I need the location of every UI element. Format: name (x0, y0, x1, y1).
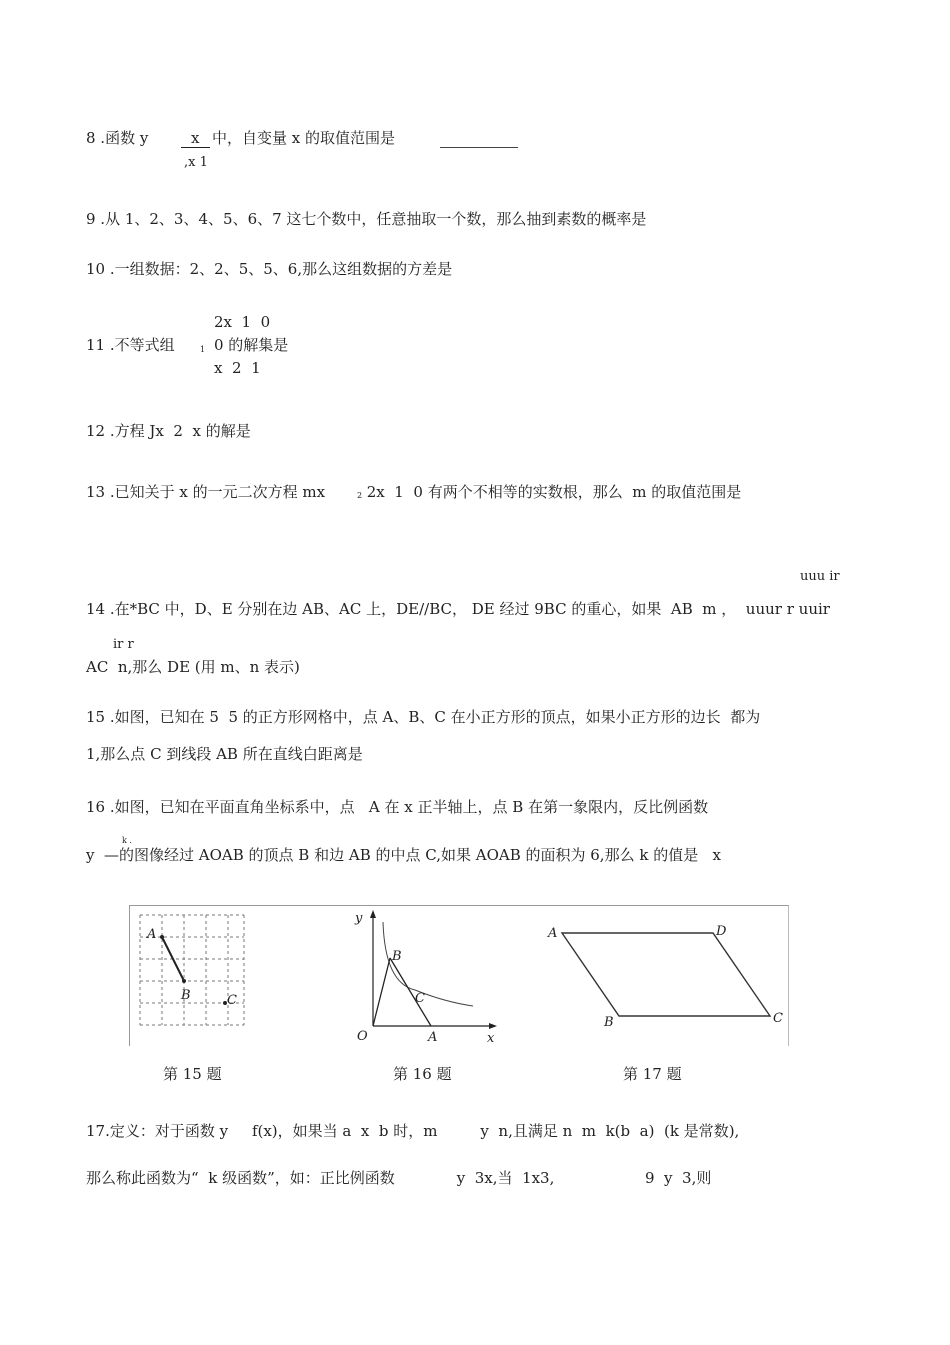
q14-text-line2: AC n,那么 DE (用 m、n 表示) (86, 658, 300, 676)
fig15-label-c: C (227, 993, 237, 1008)
fig17-shape (562, 933, 770, 1016)
q15-text-line1: 15 .如图，已知在 5 5 的正方形网格中，点 A、B、C 在小正方形的顶点，如果小正方形的边长 都为 (86, 708, 761, 726)
fig16-label-a: A (428, 1030, 438, 1045)
fig16-hyperbola (383, 922, 473, 1006)
q9-text: 9 .从 1、2、3、4、5、6、7 这七个数中，任意抽取一个数，那么抽到素数的概率是 (86, 210, 647, 228)
q8-prefix: 8 .函数 y (86, 129, 149, 147)
fig16-label-o: O (357, 1029, 368, 1044)
q13-text-suffix: 2x 1 0 有两个不相等的实数根，那么 m 的取值范围是 (362, 483, 742, 501)
q8-question-text: 中，自变量 x 的取值范围是 (212, 129, 395, 147)
q8-fraction-bar (181, 147, 210, 148)
q12-text: 12 .方程 Jx 2 x 的解是 (86, 422, 251, 440)
fig15-label-b: B (181, 988, 191, 1003)
q8-answer-blank (440, 147, 518, 148)
q14-vector-marks-top: uuu ir (800, 569, 840, 584)
q11-prefix: 11 .不等式组 (86, 336, 175, 354)
q11-brace-mark: 1 (200, 345, 206, 354)
q15-text-line2: 1,那么点 C 到线段 AB 所在直线白距离是 (86, 745, 363, 763)
fig17-label-b: B (604, 1015, 614, 1030)
q8-fraction-denominator: ,x 1 (184, 155, 208, 170)
q11-question-text: 0 的解集是 (214, 336, 289, 354)
q17-text-line2: 那么称此函数为“ k 级函数”，如：正比例函数 y 3x,当 1x3, 9 y 3,则 (86, 1169, 712, 1187)
q13-text-prefix: 13 .已知关于 x 的一元二次方程 mx (86, 483, 326, 501)
fig15-label-a: A (147, 927, 157, 942)
q10-text: 10 .一组数据：2、2、5、5、6,那么这组数据的方差是 (86, 260, 453, 278)
q16-text-line1: 16 .如图，已知在平面直角坐标系中，点 A 在 x 正半轴上，点 B 在第一象限内，反比例函数 (86, 798, 709, 816)
fig16-label-c: C (415, 991, 425, 1006)
figure-16-caption: 第 16 题 (393, 1065, 452, 1083)
fig17-label-c: C (773, 1011, 783, 1026)
q14-text-line1: 14 .在*BC 中，D、E 分别在边 AB、AC 上，DE//BC， DE 经过 9BC 的重心，如果 AB m ， uuur r uuir (86, 600, 830, 618)
figure-15-caption: 第 15 题 (163, 1065, 222, 1083)
fig17-label-d: D (716, 924, 727, 939)
figure-16-coordinate-plot (345, 908, 505, 1046)
q16-text-line2: y —的图像经过 AOAB 的顶点 B 和边 AB 的中点 C,如果 AOAB 的面积为 6,那么 k 的值是 x (86, 846, 721, 864)
fig16-label-y: y (355, 911, 363, 926)
fig16-segment-ob (373, 958, 390, 1026)
q14-vector-marks: ir r (113, 637, 134, 652)
q16-k-mark: k . (122, 836, 132, 845)
q8-fraction-numerator: x (191, 129, 200, 147)
fig17-label-a: A (548, 926, 558, 941)
q13-exponent: 2 (357, 491, 363, 500)
q11-inequality-top: 2x 1 0 (214, 313, 271, 331)
fig16-label-b: B (392, 949, 402, 964)
q17-text-line1: 17.定义：对于函数 y f(x)，如果当 a x b 时，m y n,且满足 n m k(b a) (k 是常数), (86, 1122, 740, 1140)
figure-15-grid (130, 910, 255, 1035)
figure-17-caption: 第 17 题 (623, 1065, 682, 1083)
figure-17-parallelogram (545, 918, 790, 1028)
fig16-label-x: x (487, 1031, 495, 1046)
q11-inequality-bottom: x 2 1 (214, 359, 261, 377)
